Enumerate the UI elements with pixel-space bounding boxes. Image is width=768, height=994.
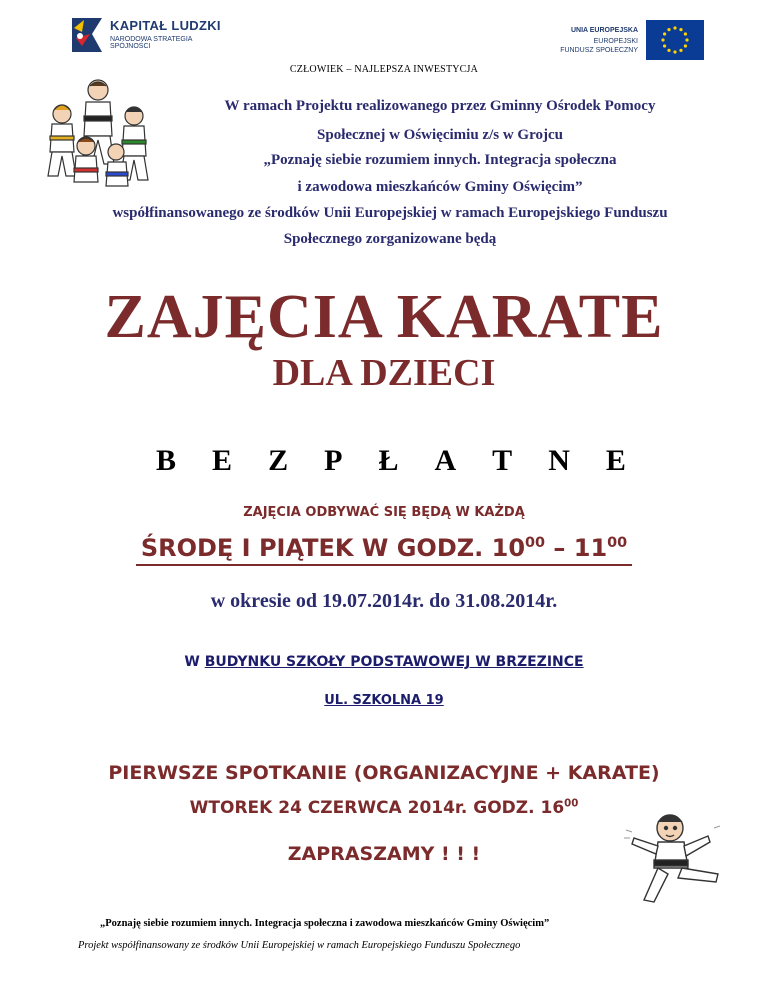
location-building [0,654,768,670]
location-prefix: W [184,654,205,670]
karate-kid-kicking-illustration-icon [622,810,722,910]
poster-subtitle: DLA DZIECI [272,352,496,394]
kapital-ludzki-emblem-icon [68,14,106,56]
free-letter: N [548,444,570,477]
free-letter: B [156,444,177,477]
free-of-charge-heading [156,444,626,478]
eu-logo-line2: EUROPEJSKI [593,38,638,45]
kapital-ludzki-logo [68,14,228,60]
schedule-line-2 [136,534,632,566]
kapital-ludzki-title: KAPITAŁ LUDZKI [110,18,221,33]
poster-title: ZAJĘCIA KARATE [104,283,664,351]
free-letter: E [212,444,233,477]
free-letter: P [324,444,343,477]
intro-line-1: W ramach Projektu realizowanego przez Gminny Ośrodek Pomocy [224,98,656,114]
footer-project-name: „Poznaję siebie rozumiem innych. Integracja społeczna i zawodowa mieszkańców Gminy Oświęcim” [100,918,550,929]
location-street: UL. SZKOLNA 19 [324,693,444,708]
eu-logo-line1: UNIA EUROPEJSKA [570,27,638,34]
eu-logo-line3: FUNDUSZ SPOŁECZNY [560,47,638,54]
motto: CZŁOWIEK – NAJLEPSZA INWESTYCJA [289,64,479,75]
schedule-line-1: ZAJĘCIA ODBYWAĆ SIĘ BĘDĄ W KAŻDĄ [243,505,525,520]
free-letter: E [605,444,626,477]
intro-line-5: współfinansowanego ze środków Unii Europejskiej w ramach Europejskiego Funduszu [112,205,668,221]
location-building-name: BUDYNKU SZKOŁY PODSTAWOWEJ W BRZEZINCE [204,654,584,670]
schedule-start-minutes: 00 [525,535,546,551]
schedule-days: ŚRODĘ I PIĄTEK W GODZ. 10 [140,534,526,562]
intro-line-2: Społecznej w Oświęcimiu z/s w Grojcu [317,127,563,143]
first-meeting-minutes: 00 [564,798,579,810]
footer-cofinancing-note: Projekt współfinansowany ze środków Unii Europejskiej w ramach Europejskiego Funduszu Społecznego [78,940,521,951]
eu-flag-icon [646,20,704,60]
first-meeting-title: PIERWSZE SPOTKANIE (ORGANIZACYJNE + KARATE) [108,762,660,784]
first-meeting-date-text: WTOREK 24 CZERWCA 2014r. GODZ. 16 [189,798,565,818]
schedule-end-hour: – 11 [545,534,608,562]
karate-kids-illustration-icon [38,76,156,194]
invitation-text: ZAPRASZAMY ! ! ! [287,843,481,865]
free-letter: Z [268,444,289,477]
intro-line-4: i zawodowa mieszkańców Gminy Oświęcim” [297,179,583,195]
schedule-end-minutes: 00 [607,535,628,551]
free-letter: Ł [378,444,399,477]
kapital-ludzki-subtitle: NARODOWA STRATEGIA SPÓJNOŚCI [110,36,193,50]
eu-logo [548,16,708,64]
free-letter: A [434,444,457,477]
intro-line-6: Społecznego zorganizowane będą [283,231,497,247]
intro-line-3: „Poznaję siebie rozumiem innych. Integracja społeczna [263,152,617,168]
free-letter: T [492,444,513,477]
period-text: w okresie od 19.07.2014r. do 31.08.2014r. [210,590,558,612]
